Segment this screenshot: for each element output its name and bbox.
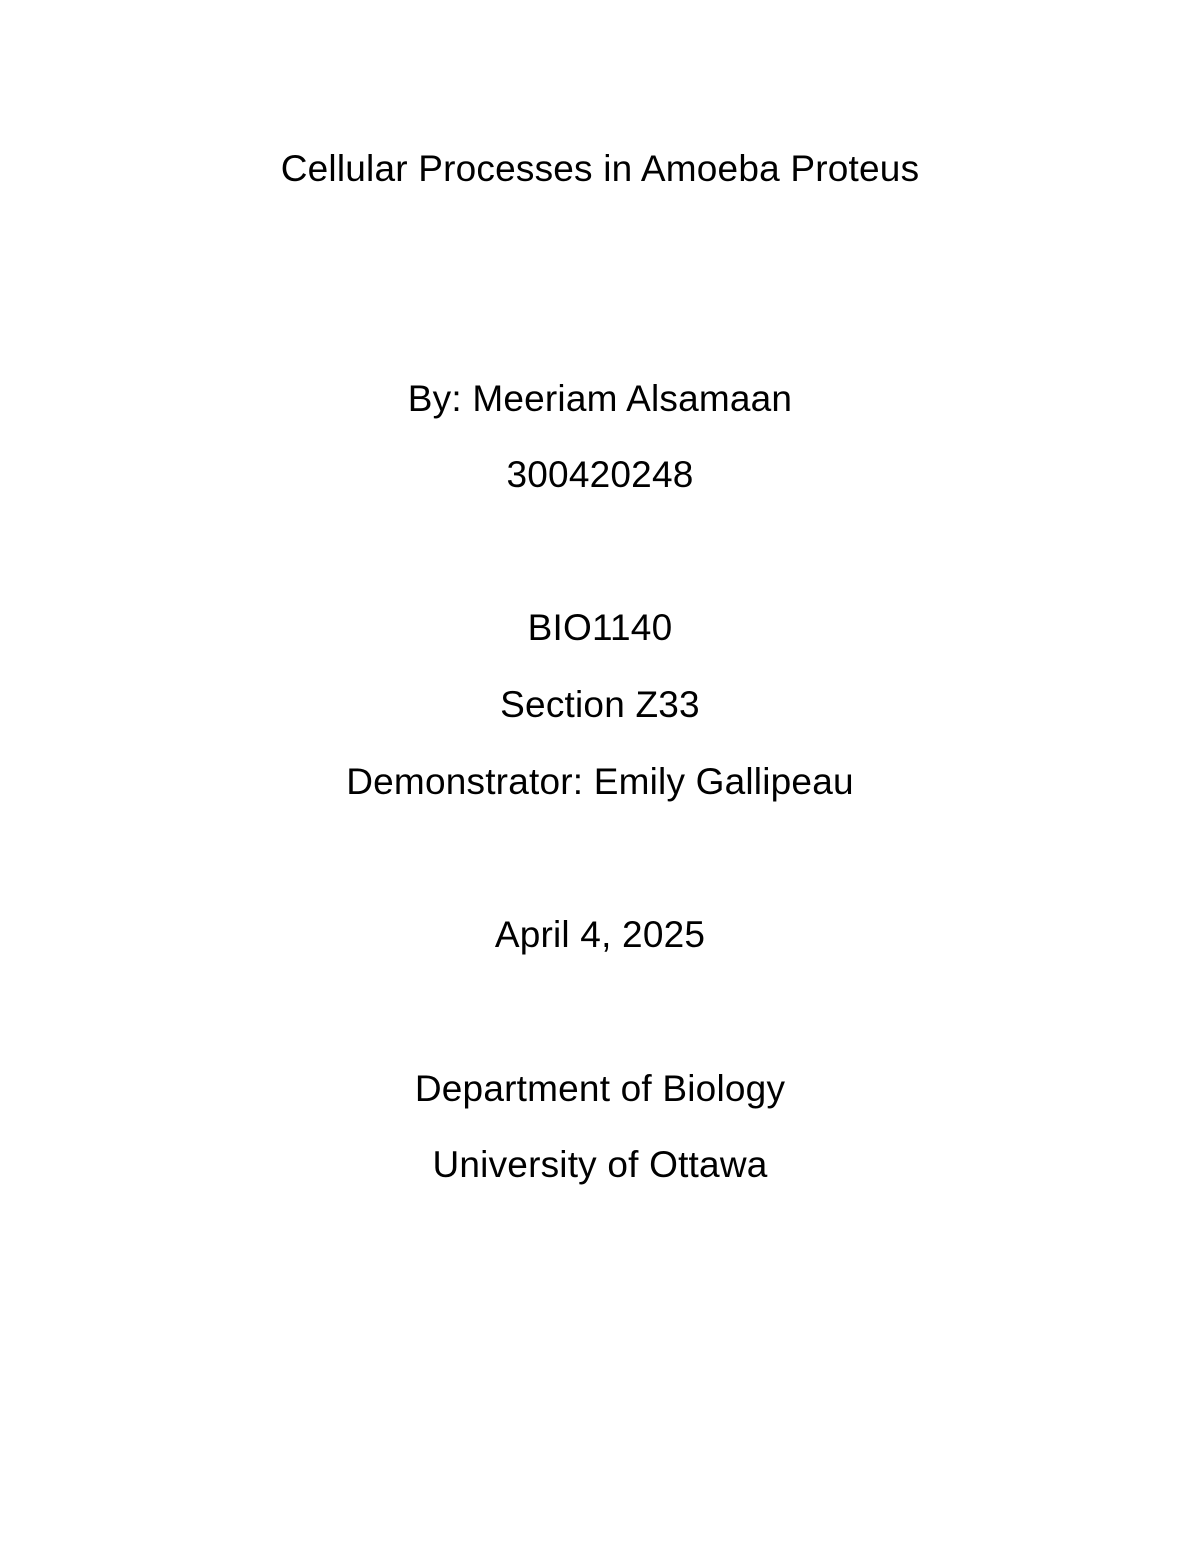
- demonstrator-name: Demonstrator: Emily Gallipeau: [346, 761, 854, 802]
- student-number: 300420248: [506, 454, 694, 495]
- course-section: Section Z33: [500, 684, 700, 725]
- course-code: BIO1140: [527, 607, 673, 648]
- author-name: By: Meeriam Alsamaan: [407, 378, 793, 419]
- report-title: Cellular Processes in Amoeba Proteus: [280, 148, 920, 189]
- department-name: Department of Biology: [414, 1068, 786, 1109]
- submission-date: April 4, 2025: [494, 914, 706, 955]
- university-name: University of Ottawa: [432, 1144, 768, 1185]
